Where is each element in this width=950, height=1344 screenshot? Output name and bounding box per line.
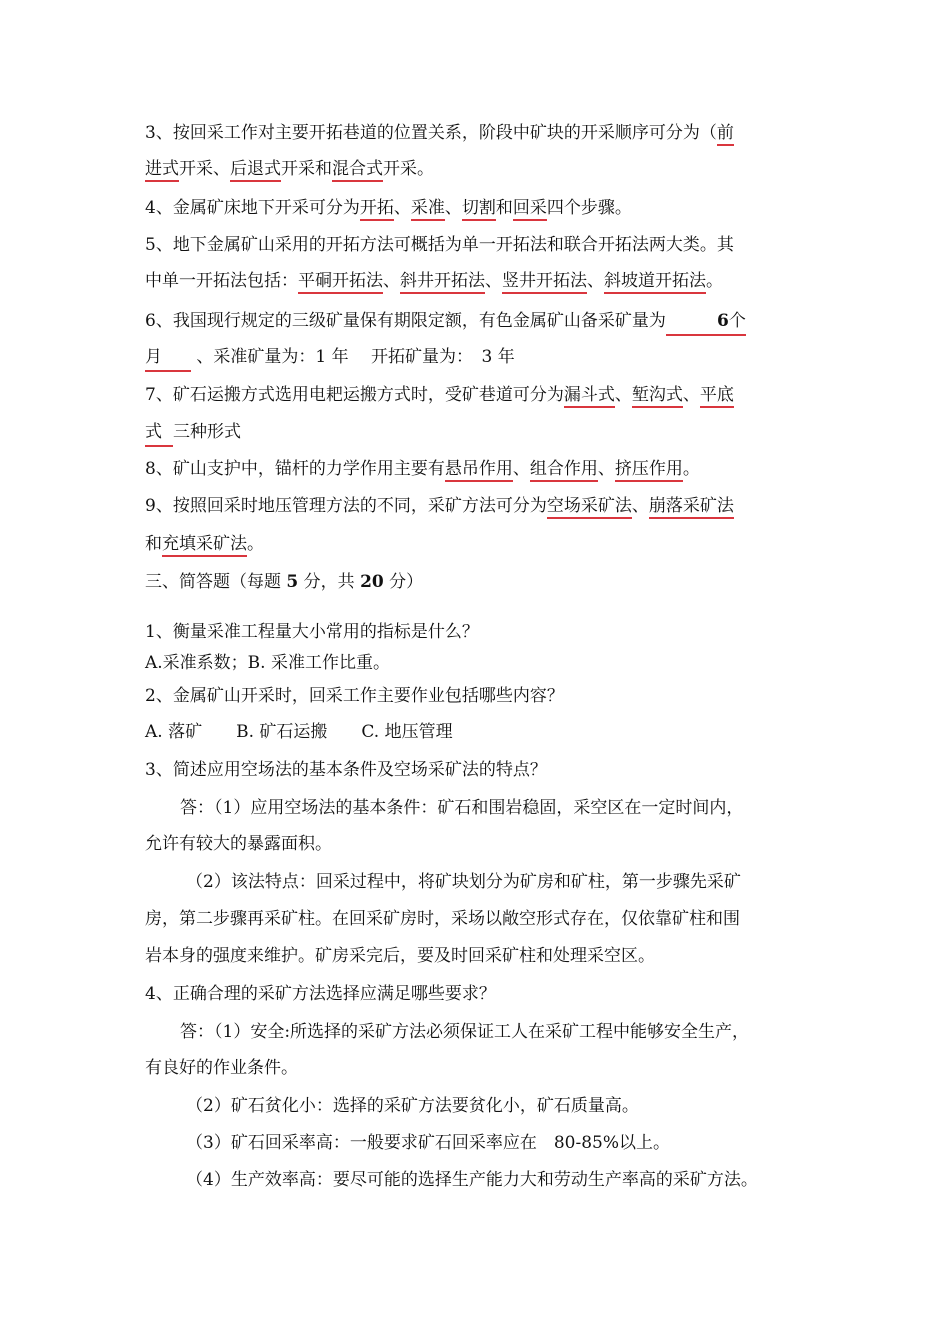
answer-blank: 切割 [462, 198, 496, 221]
q6-line-1: 6、我国现行规定的三级矿量保有期限定额，有色金属矿山备采矿量为 6个 [145, 309, 746, 336]
sa4-answer-1-line-1: 答：（1）安全:所选择的采矿方法必须保证工人在采矿工程中能够安全生产， [180, 1022, 750, 1042]
answer-blank: 竖井开拓法 [502, 271, 587, 294]
answer-blank: 式 [145, 420, 173, 447]
sa4-answer-4: （4）生产效率高：要尽可能的选择生产能力大和劳动生产率高的采矿方法。 [186, 1170, 758, 1190]
answer-blank: 组合作用 [530, 459, 598, 482]
q5-line-1: 5、地下金属矿山采用的开拓方法可概括为单一开拓法和联合开拓法两大类。其 [145, 235, 734, 255]
answer-blank: 充填采矿法 [162, 534, 247, 557]
sa1-question: 1、衡量采准工程量大小常用的指标是什么？ [145, 622, 479, 642]
q8-line: 8、矿山支护中，锚杆的力学作用主要有悬吊作用、组合作用、挤压作用。 [145, 457, 700, 481]
answer-blank: 挤压作用 [615, 459, 683, 482]
answer-blank: 堑沟式 [632, 385, 683, 408]
answer-blank: 斜坡道开拓法 [604, 271, 706, 294]
sa4-answer-1-line-2: 有良好的作业条件。 [145, 1058, 298, 1078]
q5-line-2: 中单一开拓法包括：平硐开拓法、斜井开拓法、竖井开拓法、斜坡道开拓法。 [145, 269, 723, 293]
answer-blank: 回采 [513, 198, 547, 221]
answer-blank: 6个 [666, 309, 746, 336]
sa4-answer-2: （2）矿石贫化小：选择的采矿方法要贫化小，矿石质量高。 [186, 1096, 639, 1116]
sa2-question: 2、金属矿山开采时，回采工作主要作业包括哪些内容？ [145, 686, 564, 706]
answer-blank: 空场采矿法 [547, 496, 632, 519]
sa3-answer-2-line-1: （2）该法特点：回采过程中，将矿块划分为矿房和矿柱，第一步骤先采矿 [186, 872, 741, 892]
answer-blank: 悬吊作用 [445, 459, 513, 482]
q9-line-2: 和充填采矿法。 [145, 532, 264, 556]
sa3-answer-2-line-3: 岩本身的强度来维护。矿房采完后，要及时回采矿柱和处理采空区。 [145, 946, 655, 966]
q3-line-1: 3、按回采工作对主要开拓巷道的位置关系，阶段中矿块的开采顺序可分为（前 [145, 121, 734, 145]
sa3-answer-1-line-2: 允许有较大的暴露面积。 [145, 834, 332, 854]
q7-line-2: 式 三种形式 [145, 420, 241, 447]
sa3-question: 3、简述应用空场法的基本条件及空场采矿法的特点？ [145, 760, 547, 780]
answer-blank: 开拓 [360, 198, 394, 221]
answer-blank: 后退式 [230, 159, 281, 182]
sa4-question: 4、正确合理的采矿方法选择应满足哪些要求？ [145, 984, 496, 1004]
answer-blank: 月 [145, 345, 191, 372]
answer-blank: 平底 [700, 385, 734, 408]
answer-blank: 混合式 [332, 159, 383, 182]
sa4-answer-3: （3）矿石回采率高：一般要求矿石回采率应在 80-85%以上。 [186, 1133, 670, 1153]
q9-line-1: 9、按照回采时地压管理方法的不同，采矿方法可分为空场采矿法、崩落采矿法 [145, 494, 734, 518]
answer-blank: 漏斗式 [564, 385, 615, 408]
answer-blank: 采准 [411, 198, 445, 221]
q3-line-2: 进式开采、后退式开采和混合式开采。 [145, 157, 434, 181]
sa3-answer-1-line-1: 答：（1）应用空场法的基本条件：矿石和围岩稳固，采空区在一定时间内， [180, 798, 744, 818]
sa3-answer-2-line-2: 房，第二步骤再采矿柱。在回采矿房时，采场以敞空形式存在，仅依靠矿柱和围 [145, 909, 740, 929]
q4-line: 4、金属矿床地下开采可分为开拓、采准、切割和回采四个步骤。 [145, 196, 632, 220]
q7-line-1: 7、矿石运搬方式选用电耙运搬方式时，受矿巷道可分为漏斗式、堑沟式、平底 [145, 383, 734, 407]
sa2-answer: A. 落矿 B. 矿石运搬 C. 地压管理 [145, 722, 453, 742]
answer-blank: 前 [717, 123, 734, 146]
sa1-answer: A.采准系数；B. 采准工作比重。 [145, 653, 390, 673]
answer-blank: 平硐开拓法 [298, 271, 383, 294]
answer-blank: 进式 [145, 159, 179, 182]
q6-line-2: 月 、采准矿量为：1 年 开拓矿量为： 3 年 [145, 345, 515, 372]
answer-blank: 崩落采矿法 [649, 496, 734, 519]
answer-blank: 斜井开拓法 [400, 271, 485, 294]
section-heading: 三、简答题（每题 5 分，共 20 分） [145, 572, 424, 592]
